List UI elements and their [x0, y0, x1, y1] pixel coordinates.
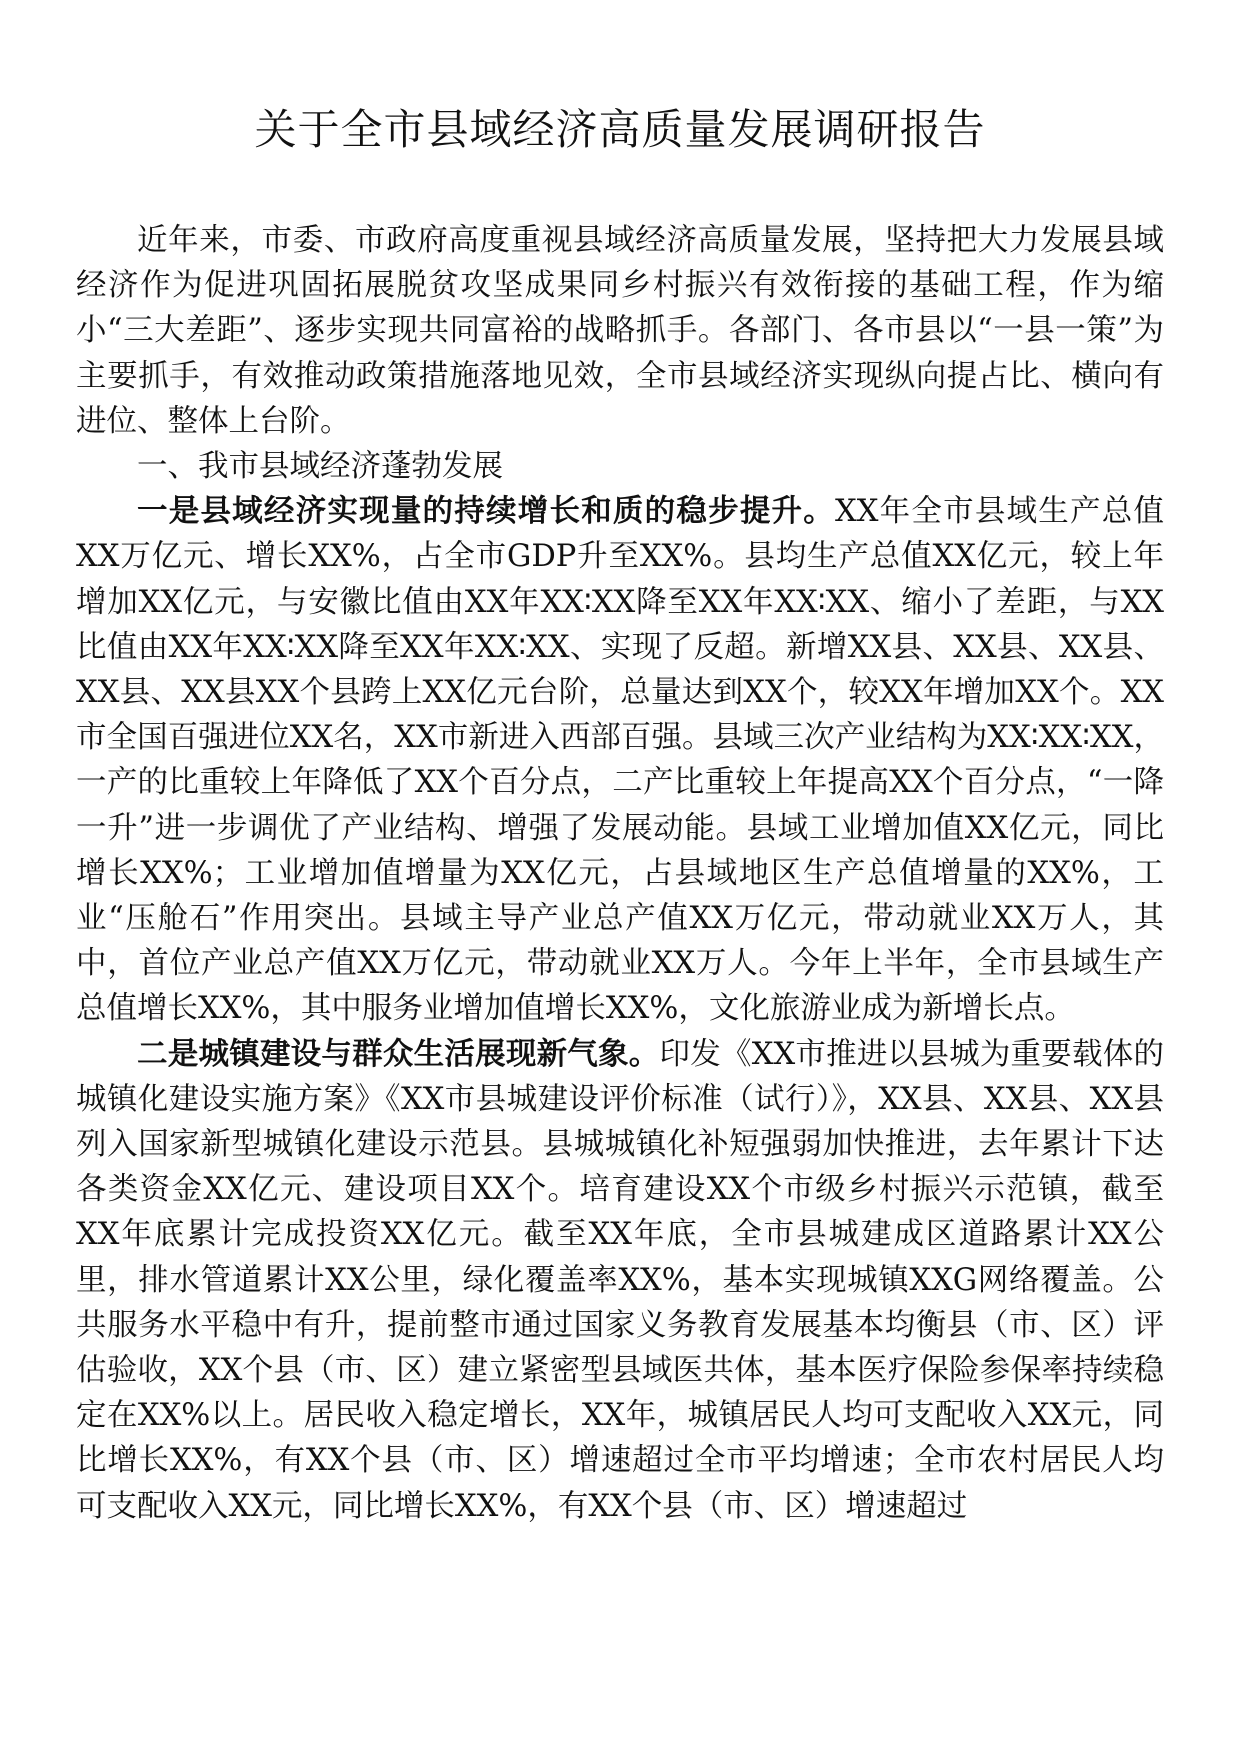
point-one-text: XX年全市县域生产总值XX万亿元、增长XX%，占全市GDP升至XX%。县均生产总值XX亿元，较上年增加XX亿元，与安徽比值由XX年XX∶XX降至XX年XX∶XX、缩小了差距，与XX比值由XX年XX∶XX降至XX年XX∶XX、实现了反超。新增XX县、XX县、XX县、XX县、XX县XX个县跨上XX亿元台阶，总量达到XX个，较XX年增加XX个。XX市全国百强进位XX名，XX市新进入西部百强。县域三次产业结构为XX∶XX∶XX，一产的比重较上年降低了XX个百分点，二产比重较上年提高XX个百分点，“一降一升”进一步调优了产业结构、增强了发展动能。县域工业增加值XX亿元，同比增长XX%；工业增加值增量为XX亿元，占县域地区生产总值增量的XX%，工业“压舱石”作用突出。县域主导产业总产值XX万亿元，带动就业XX万人，其中，首位产业总产值XX万亿元，带动就业XX万人。今年上半年，全市县域生产总值增长XX%，其中服务业增加值增长XX%，文化旅游业成为新增长点。: [76, 494, 1164, 1027]
point-two-text: 印发《XX市推进以县城为重要载体的城镇化建设实施方案》《XX市县城建设评价标准（试行）》，XX县、XX县、XX县列入国家新型城镇化建设示范县。县城城镇化补短强弱加快推进，去年累计下达各类资金XX亿元、建设项目XX个。培育建设XX个市级乡村振兴示范镇，截至XX年底累计完成投资XX亿元。截至XX年底，全市县城建成区道路累计XX公里，排水管道累计XX公里，绿化覆盖率XX%，基本实现城镇XXG网络覆盖。公共服务水平稳中有升，提前整市通过国家义务教育发展基本均衡县（市、区）评估验收，XX个县（市、区）建立紧密型县域医共体，基本医疗保险参保率持续稳定在XX%以上。居民收入稳定增长，XX年，城镇居民人均可支配收入XX元，同比增长XX%，有XX个县（市、区）增速超过全市平均增速；全市农村居民人均可支配收入XX元，同比增长XX%，有XX个县（市、区）增速超过: [76, 1036, 1165, 1524]
intro-paragraph: 近年来，市委、市政府高度重视县域经济高质量发展，坚持把大力发展县域经济作为促进巩固拓展脱贫攻坚成果同乡村振兴有效衔接的基础工程，作为缩小“三大差距”、逐步实现共同富裕的战略抓手。各部门、各市县以“一县一策”为主要抓手，有效推动政策措施落地见效，全市县域经济实现纵向提占比、横向有进位、整体上台阶。: [76, 223, 1164, 439]
document-body: [76, 218, 1164, 1529]
document-title: 关于全市县域经济高质量发展调研报告: [254, 105, 986, 154]
point-one-lead: 一是县域经济实现量的持续增长和质的稳步提升。: [137, 494, 836, 530]
section-heading: 一、我市县域经济蓬勃发展: [137, 449, 503, 485]
point-two-paragraph: [76, 1032, 1164, 1529]
point-two-lead: 二是城镇建设与群众生活展现新气象。: [137, 1036, 660, 1072]
point-one-paragraph: [76, 489, 1164, 1031]
